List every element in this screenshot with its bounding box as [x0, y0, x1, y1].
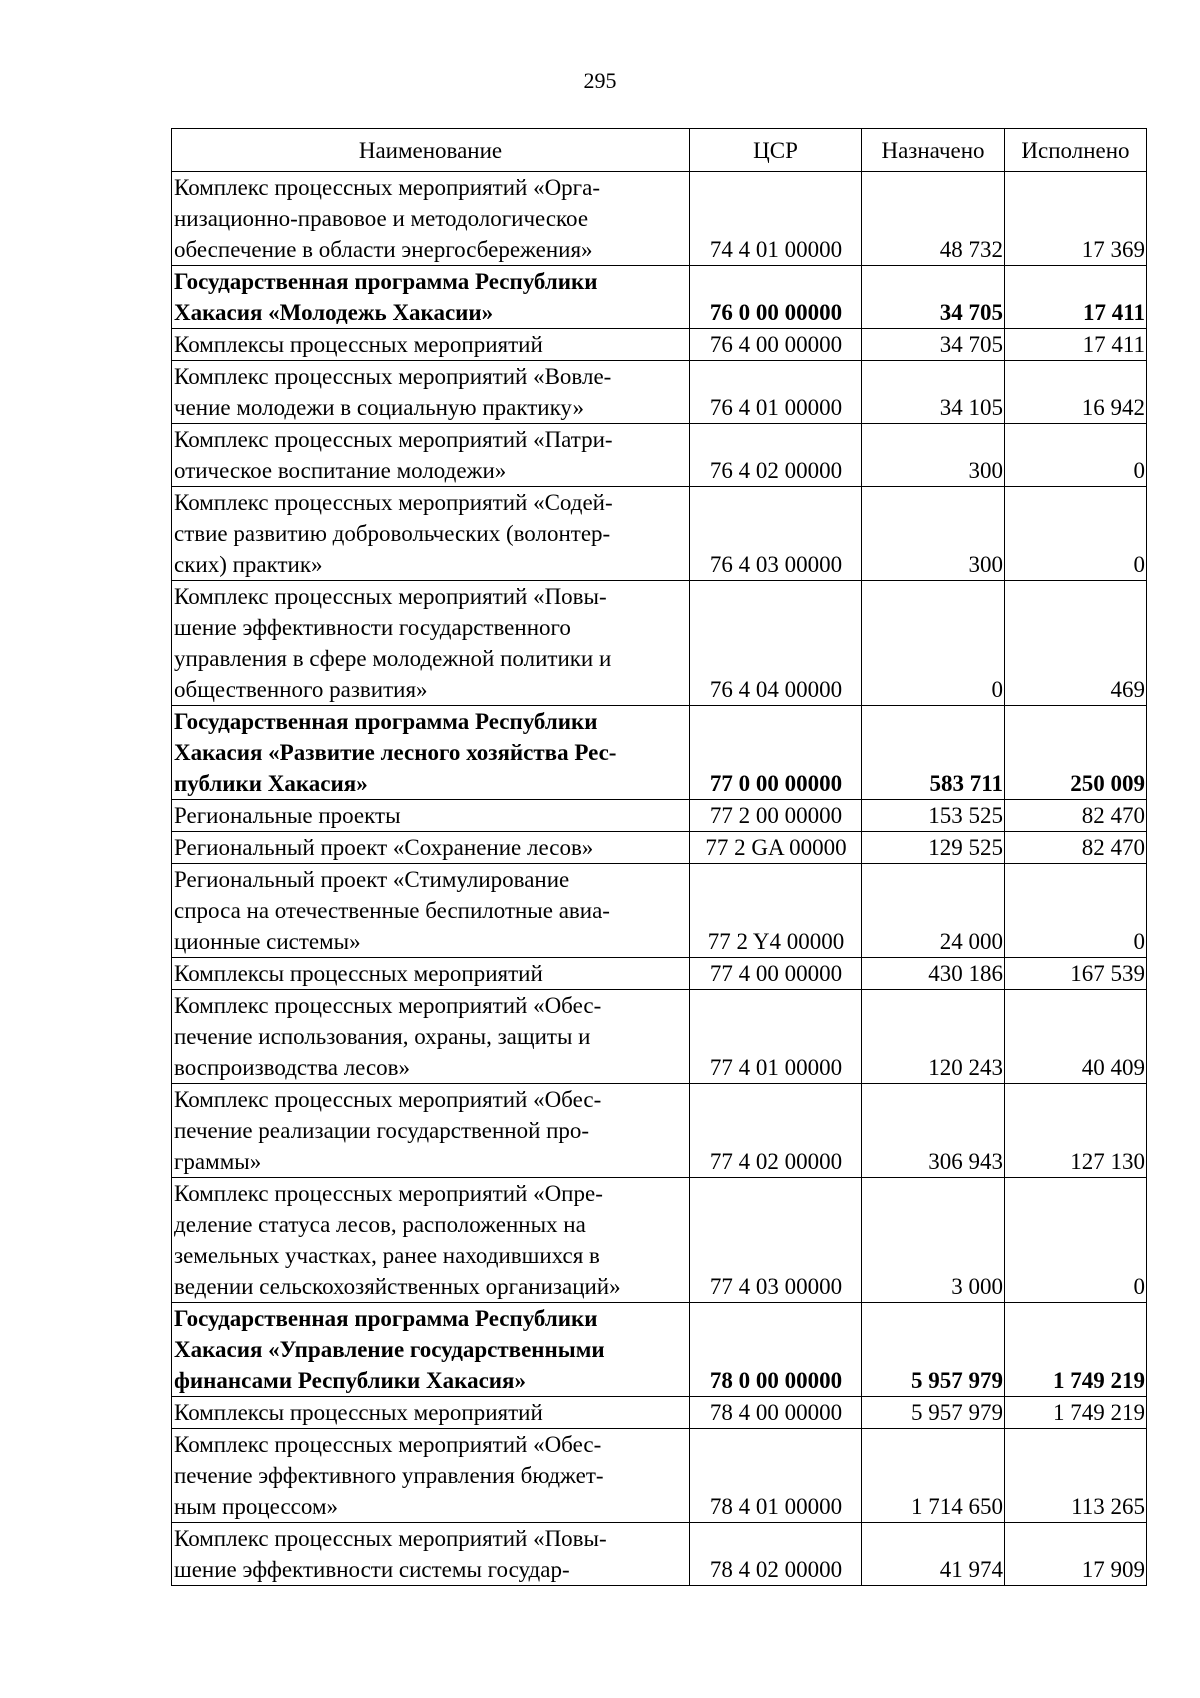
cell-executed: 82 470	[1005, 832, 1147, 864]
table-row	[172, 361, 1147, 424]
cell-csr: 78 0 00 00000	[690, 1303, 862, 1397]
cell-csr: 77 2 00 00000	[690, 800, 862, 832]
cell-name: Комплексы процессных мероприятий	[172, 329, 690, 361]
cell-name: Комплекс процессных мероприятий «Патри- отическое воспитание молодежи»	[172, 424, 690, 487]
cell-name: Комплекс процессных мероприятий «Содей- ствие развитию добровольческих (волонтер- ских) практик»	[172, 487, 690, 581]
table-row	[172, 958, 1147, 990]
table-row	[172, 581, 1147, 706]
cell-assigned: 300	[862, 424, 1005, 487]
cell-executed: 17 411	[1005, 266, 1147, 329]
cell-executed: 17 369	[1005, 172, 1147, 266]
cell-csr: 78 4 02 00000	[690, 1523, 862, 1586]
cell-executed: 17 411	[1005, 329, 1147, 361]
cell-name: Комплексы процессных мероприятий	[172, 1397, 690, 1429]
cell-csr: 77 2 Y4 00000	[690, 864, 862, 958]
table-row	[172, 1178, 1147, 1303]
cell-name: Региональные проекты	[172, 800, 690, 832]
table-row	[172, 1429, 1147, 1523]
cell-assigned: 430 186	[862, 958, 1005, 990]
cell-csr: 77 0 00 00000	[690, 706, 862, 800]
table-row	[172, 706, 1147, 800]
table-row	[172, 424, 1147, 487]
table-row	[172, 832, 1147, 864]
cell-executed: 17 909	[1005, 1523, 1147, 1586]
cell-assigned: 41 974	[862, 1523, 1005, 1586]
cell-name: Комплекс процессных мероприятий «Вовле- чение молодежи в социальную практику»	[172, 361, 690, 424]
cell-csr: 76 0 00 00000	[690, 266, 862, 329]
cell-csr: 76 4 02 00000	[690, 424, 862, 487]
cell-name: Комплекс процессных мероприятий «Обес- печение использования, охраны, защиты и воспроизводства лесов»	[172, 990, 690, 1084]
cell-assigned: 300	[862, 487, 1005, 581]
cell-assigned: 583 711	[862, 706, 1005, 800]
table-row	[172, 266, 1147, 329]
cell-csr: 76 4 03 00000	[690, 487, 862, 581]
cell-executed: 40 409	[1005, 990, 1147, 1084]
cell-csr: 77 2 GA 00000	[690, 832, 862, 864]
cell-csr: 76 4 00 00000	[690, 329, 862, 361]
cell-csr: 78 4 01 00000	[690, 1429, 862, 1523]
table-row	[172, 864, 1147, 958]
cell-name: Региональный проект «Стимулирование спроса на отечественные беспилотные авиа- ционные системы»	[172, 864, 690, 958]
cell-executed: 469	[1005, 581, 1147, 706]
cell-assigned: 3 000	[862, 1178, 1005, 1303]
cell-name: Региональный проект «Сохранение лесов»	[172, 832, 690, 864]
cell-executed: 16 942	[1005, 361, 1147, 424]
cell-executed: 0	[1005, 487, 1147, 581]
cell-csr: 76 4 01 00000	[690, 361, 862, 424]
cell-assigned: 24 000	[862, 864, 1005, 958]
cell-executed: 250 009	[1005, 706, 1147, 800]
table-row	[172, 1523, 1147, 1586]
cell-assigned: 1 714 650	[862, 1429, 1005, 1523]
cell-executed: 127 130	[1005, 1084, 1147, 1178]
cell-assigned: 5 957 979	[862, 1397, 1005, 1429]
cell-name: Государственная программа Республики Хакасия «Развитие лесного хозяйства Рес- публики Хакасия»	[172, 706, 690, 800]
table-row	[172, 800, 1147, 832]
cell-executed: 1 749 219	[1005, 1303, 1147, 1397]
cell-name: Государственная программа Республики Хакасия «Управление государственными финансами Республики Хакасия»	[172, 1303, 690, 1397]
cell-assigned: 34 105	[862, 361, 1005, 424]
cell-assigned: 120 243	[862, 990, 1005, 1084]
cell-executed: 82 470	[1005, 800, 1147, 832]
table-row	[172, 329, 1147, 361]
cell-csr: 77 4 00 00000	[690, 958, 862, 990]
cell-assigned: 34 705	[862, 329, 1005, 361]
cell-assigned: 0	[862, 581, 1005, 706]
cell-name: Государственная программа Республики Хакасия «Молодежь Хакасии»	[172, 266, 690, 329]
cell-csr: 74 4 01 00000	[690, 172, 862, 266]
cell-csr: 76 4 04 00000	[690, 581, 862, 706]
cell-csr: 78 4 00 00000	[690, 1397, 862, 1429]
cell-executed: 0	[1005, 424, 1147, 487]
table-row	[172, 487, 1147, 581]
table-row	[172, 990, 1147, 1084]
header-csr: ЦСР	[690, 129, 862, 172]
cell-assigned: 5 957 979	[862, 1303, 1005, 1397]
page-number: 295	[583, 68, 617, 93]
cell-name: Комплексы процессных мероприятий	[172, 958, 690, 990]
cell-executed: 1 749 219	[1005, 1397, 1147, 1429]
table-row	[172, 172, 1147, 266]
cell-csr: 77 4 01 00000	[690, 990, 862, 1084]
cell-name: Комплекс процессных мероприятий «Повы- шение эффективности государственного управления в сфере молодежной политики и общественного развития»	[172, 581, 690, 706]
cell-name: Комплекс процессных мероприятий «Орга- низационно-правовое и методологическое обеспечение в области энергосбережения»	[172, 172, 690, 266]
cell-executed: 167 539	[1005, 958, 1147, 990]
cell-name: Комплекс процессных мероприятий «Повы- шение эффективности системы государ-	[172, 1523, 690, 1586]
cell-executed: 113 265	[1005, 1429, 1147, 1523]
cell-assigned: 153 525	[862, 800, 1005, 832]
cell-assigned: 34 705	[862, 266, 1005, 329]
cell-name: Комплекс процессных мероприятий «Опре- деление статуса лесов, расположенных на земельных участках, ранее находившихся в ведении сельскохозяйственных организаций»	[172, 1178, 690, 1303]
header-executed: Исполнено	[1005, 129, 1147, 172]
table-row	[172, 1084, 1147, 1178]
cell-assigned: 129 525	[862, 832, 1005, 864]
budget-table	[171, 128, 1147, 1586]
cell-assigned: 306 943	[862, 1084, 1005, 1178]
header-assigned: Назначено	[862, 129, 1005, 172]
cell-assigned: 48 732	[862, 172, 1005, 266]
cell-csr: 77 4 03 00000	[690, 1178, 862, 1303]
table-row	[172, 1397, 1147, 1429]
cell-executed: 0	[1005, 864, 1147, 958]
header-name: Наименование	[172, 129, 690, 172]
cell-name: Комплекс процессных мероприятий «Обес- печение реализации государственной про- граммы»	[172, 1084, 690, 1178]
table-header-row	[172, 129, 1147, 172]
table-body	[172, 172, 1147, 1586]
cell-executed: 0	[1005, 1178, 1147, 1303]
cell-csr: 77 4 02 00000	[690, 1084, 862, 1178]
cell-name: Комплекс процессных мероприятий «Обес- печение эффективного управления бюджет- ным процессом»	[172, 1429, 690, 1523]
table-row	[172, 1303, 1147, 1397]
